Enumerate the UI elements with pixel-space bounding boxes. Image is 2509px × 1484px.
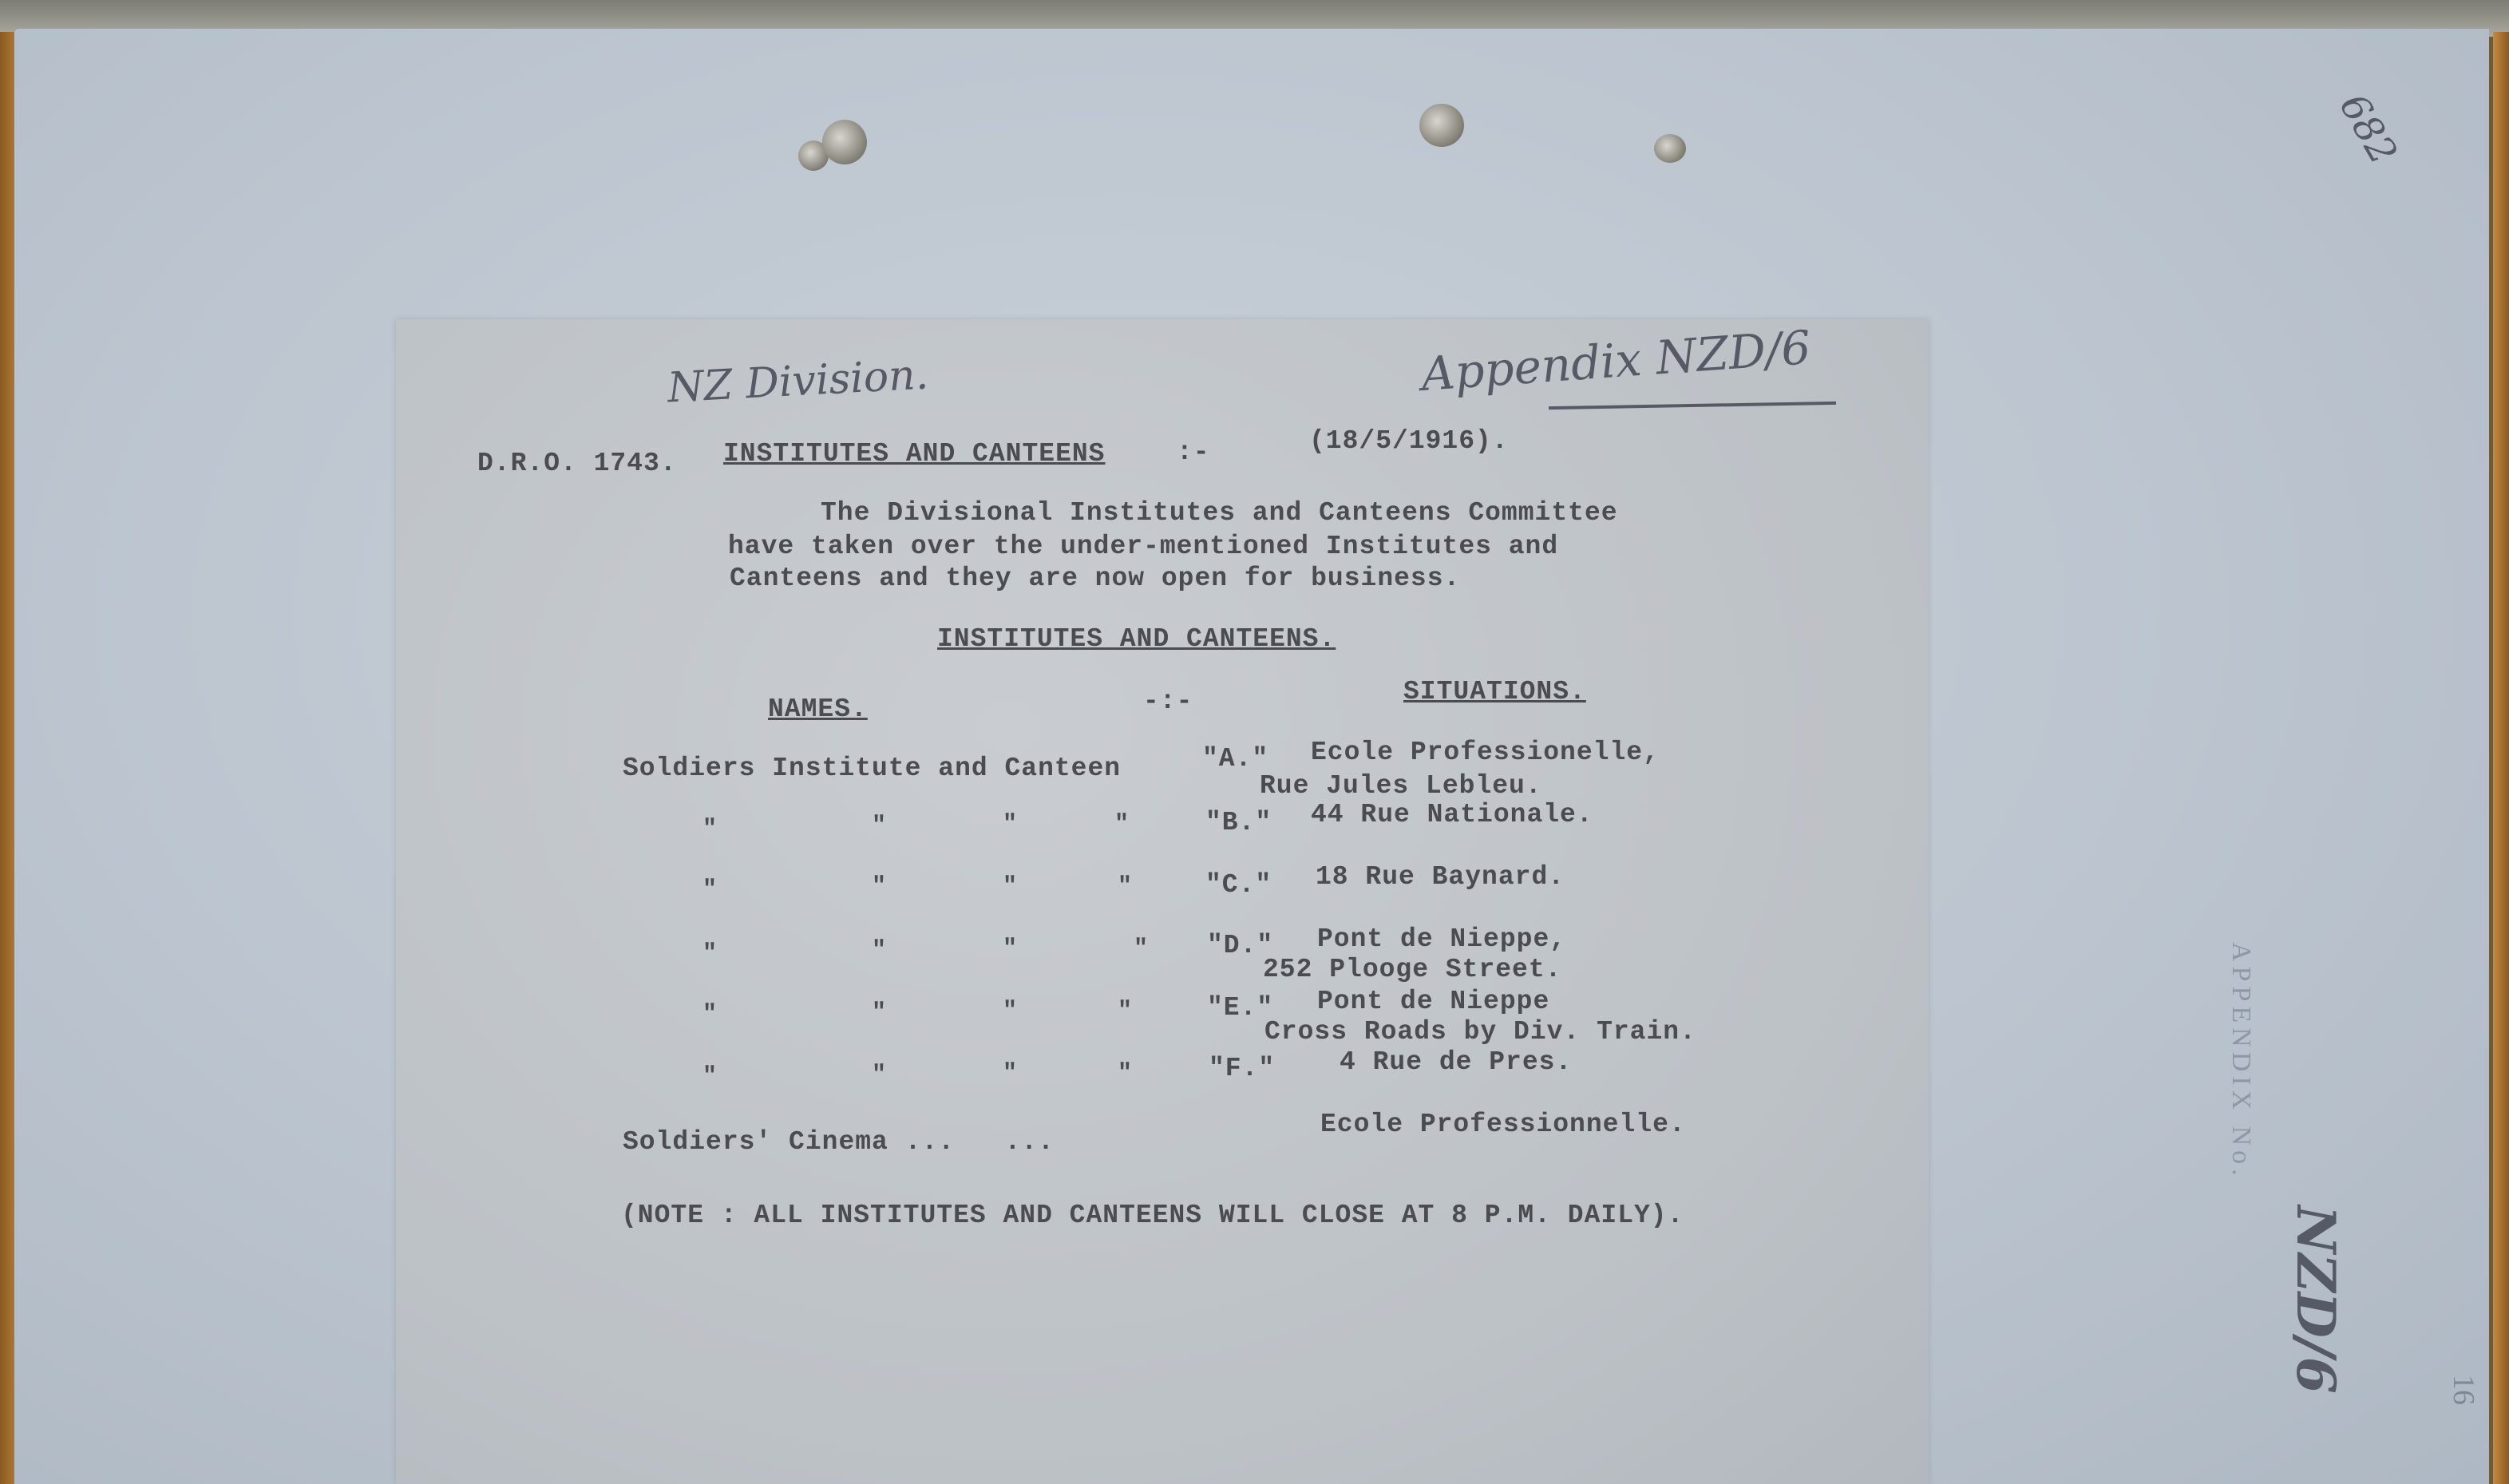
order-date: (18/5/1916). (1309, 426, 1509, 456)
cinema-situation: Ecole Professionnelle. (1320, 1110, 1686, 1139)
canteen-letter-b: "B." (1205, 808, 1272, 837)
ditto-mark: " (872, 873, 887, 900)
order-heading: INSTITUTES AND CANTEENS (723, 439, 1106, 469)
ditto-mark: " (1118, 998, 1133, 1025)
situation-d-line-2: 252 Plooge Street. (1263, 955, 1562, 984)
institute-name: Soldiers Institute and Canteen (623, 754, 1122, 783)
cinema-name: Soldiers' Cinema ... ... (623, 1127, 1055, 1157)
situation-a-line-2: Rue Jules Lebleu. (1260, 771, 1542, 801)
closing-note: (NOTE : ALL INSTITUTES AND CANTEENS WILL CLOSE AT 8 P.M. DAILY). (621, 1201, 1684, 1230)
paragraph-line-3: Canteens and they are now open for business. (730, 564, 1461, 593)
canteen-letter-e: "E." (1207, 993, 1274, 1023)
column-separator: -:- (1143, 687, 1193, 716)
order-heading-suffix: :- (1177, 437, 1210, 467)
ditto-mark: " (872, 999, 887, 1027)
ditto-mark: " (1003, 1060, 1018, 1087)
punch-hole (1419, 104, 1464, 147)
punch-hole (1654, 134, 1686, 163)
situation-e-line-1: Pont de Nieppe (1317, 987, 1550, 1016)
ditto-mark: " (702, 1001, 718, 1028)
canteen-letter-f: "F." (1209, 1054, 1276, 1083)
ditto-mark: " (1003, 811, 1018, 838)
margin-page-number: 16 (2447, 1375, 2480, 1405)
ditto-mark: " (1134, 936, 1149, 963)
ditto-mark: " (702, 1063, 718, 1090)
column-heading-names: NAMES. (768, 695, 868, 724)
situation-d-line-1: Pont de Nieppe, (1317, 924, 1567, 954)
margin-stamp: APPENDIX No. (2226, 942, 2256, 1181)
ditto-mark: " (702, 816, 718, 843)
situation-e-line-2: Cross Roads by Div. Train. (1264, 1017, 1696, 1047)
order-insert (396, 319, 1929, 1484)
table-title: INSTITUTES AND CANTEENS. (937, 624, 1336, 654)
folio-number: 682 (2330, 86, 2406, 172)
punch-hole (822, 120, 867, 164)
ditto-mark: " (872, 937, 887, 964)
situation-f-line-1: 4 Rue de Pres. (1340, 1047, 1573, 1077)
column-heading-situations: SITUATIONS. (1403, 677, 1586, 706)
ditto-mark: " (1118, 1060, 1133, 1087)
paragraph-line-2: have taken over the under-mentioned Institutes and (728, 532, 1559, 561)
situation-a-line-1: Ecole Professionelle, (1311, 738, 1660, 767)
ditto-mark: " (702, 877, 718, 904)
division-annotation: NZ Division. (666, 350, 930, 413)
appendix-annotation: Appendix NZD/6 (1419, 320, 1813, 402)
ditto-mark: " (1003, 873, 1018, 900)
ditto-mark: " (1114, 811, 1130, 838)
canteen-letter-c: "C." (1205, 870, 1272, 900)
canteen-letter-a: "A." (1202, 744, 1269, 774)
ditto-mark: " (1003, 998, 1018, 1025)
margin-appendix-ref: NZD/6 (2285, 1205, 2347, 1394)
wood-edge-right (2493, 32, 2509, 1484)
ditto-mark: " (1118, 873, 1133, 900)
ditto-mark: " (872, 813, 887, 840)
situation-c-line-1: 18 Rue Baynard. (1316, 862, 1565, 892)
canteen-letter-d: "D." (1207, 931, 1274, 960)
ditto-mark: " (1003, 936, 1018, 963)
situation-b-line-1: 44 Rue Nationale. (1311, 800, 1593, 829)
paragraph-line-1: The Divisional Institutes and Canteens Committee (821, 498, 1618, 528)
ditto-mark: " (872, 1062, 887, 1089)
ditto-mark: " (702, 940, 718, 968)
order-reference: D.R.O. 1743. (477, 449, 677, 478)
